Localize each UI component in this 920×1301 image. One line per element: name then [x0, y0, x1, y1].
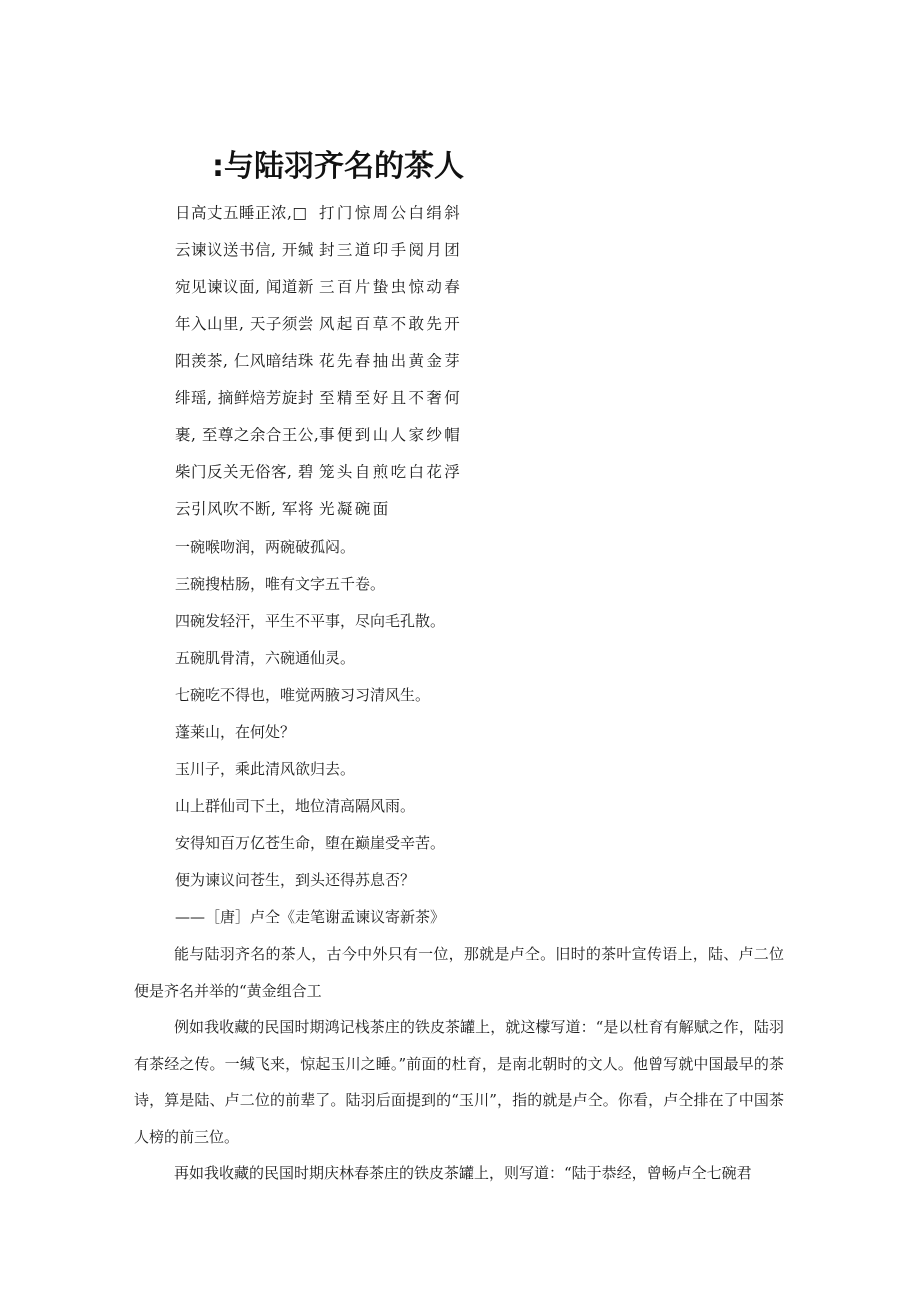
verse-line: 安得知百万亿苍生命，堕在巅崖受辛苦。: [175, 834, 446, 852]
verse-line: 三碗搜枯肠，唯有文字五千卷。: [175, 575, 386, 593]
poem-line: 裹, 至尊之余合王公,事便到山人家纱帽: [175, 426, 463, 444]
verse-line: 四碗发轻汗，平生不平事，尽向毛孔散。: [175, 612, 446, 630]
poem-line: 阳羡茶, 仁风暗结珠 花先春抽出黄金芽: [175, 352, 463, 370]
verse-attribution: ——［唐］卢仝《走笔谢孟谏议寄新茶》: [175, 908, 446, 926]
verse-line: 玉川子，乘此清风欲归去。: [175, 760, 356, 778]
poem-line: 日高丈五睡正浓,□ 打门惊周公白绢斜: [175, 204, 463, 222]
body-text: [134, 936, 784, 1192]
verse-line: 便为谏议问苍生，到头还得苏息否？: [175, 871, 416, 889]
verse-line: 蓬莱山，在何处？: [175, 723, 296, 741]
poem-line: 宛见谏议面, 闻道新 三百片蛰虫惊动春: [175, 278, 463, 296]
poem-line: 柴门反关无俗客, 碧 笼头自煎吃白花浮: [175, 463, 463, 481]
poem-line: 绯瑶, 摘鲜焙芳旋封 至精至好且不奢何: [175, 389, 463, 407]
verse-line: 山上群仙司下土，地位清高隔风雨。: [175, 797, 416, 815]
verse-line: 七碗吃不得也，唯觉两腋习习清风生。: [175, 686, 431, 704]
verse-line: 五碗肌骨清，六碗通仙灵。: [175, 649, 356, 667]
verse-line: 一碗喉吻润，两碗破孤闷。: [175, 538, 356, 556]
poem-line: 云引风吹不断, 军将 光凝碗面: [175, 500, 391, 518]
paragraph: 例如我收藏的民国时期鸿记栈茶庄的铁皮茶罐上，就这檬写道：“是以杜育有解赋之作，陆羽有茶经之传。一缄飞来，惊起玉川之睡。”前面的杜育，是南北朝时的文人。他曾写就中国最早的茶诗，算是陆、卢二位的前辈了。陆羽后面提到的“玉川”，指的就是卢仝。你看，卢仝排在了中国茶人榜的前三位。: [134, 1018, 784, 1146]
page-title: :与陆羽齐名的茶人: [212, 149, 464, 184]
poem-line: 云谏议送书信, 开缄 封三道印手阅月团: [175, 241, 463, 259]
paragraph: 再如我收藏的民国时期庆林春茶庄的铁皮茶罐上，则写道：“陆于恭经，曾畅卢仝七碗君: [174, 1164, 752, 1182]
paragraph: 能与陆羽齐名的茶人，古今中外只有一位，那就是卢仝。旧时的茶叶宣传语上，陆、卢二位便是齐名并举的“黄金组合工: [134, 945, 784, 1000]
poem-line: 年入山里, 天子须尝 风起百草不敢先开: [175, 315, 463, 333]
